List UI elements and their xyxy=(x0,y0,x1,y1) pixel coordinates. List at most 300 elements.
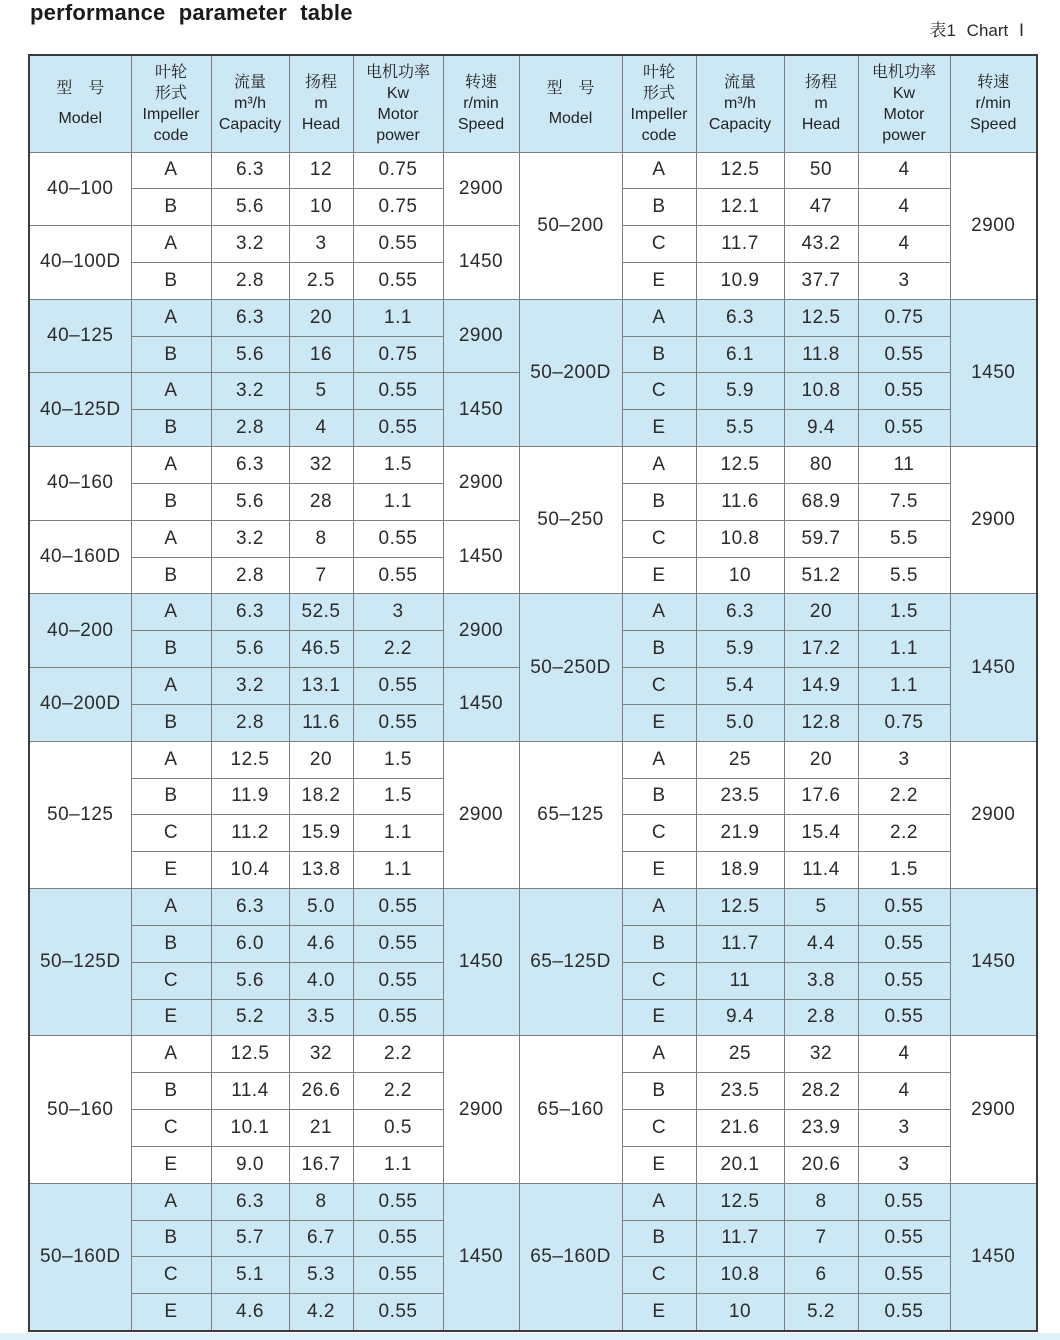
model-cell: 40–100D xyxy=(29,226,131,300)
header-impeller-label: 形式 xyxy=(642,84,675,102)
head-cell: 50 xyxy=(784,152,858,189)
header-head-label: m xyxy=(314,95,328,113)
power-cell: 4 xyxy=(858,1073,950,1110)
capacity-cell: 23.5 xyxy=(696,1073,784,1110)
power-cell: 0.55 xyxy=(858,410,950,447)
table-row xyxy=(29,152,1037,189)
table-caption: 表1 Chart Ⅰ xyxy=(929,21,1024,40)
header-impeller-label: 叶轮 xyxy=(642,63,675,81)
page-title: performance parameter table xyxy=(30,0,353,25)
power-cell: 0.55 xyxy=(353,1294,443,1331)
header-head-label: 扬程 xyxy=(304,74,337,92)
model-cell: 50–125D xyxy=(29,889,131,1036)
capacity-cell: 10.4 xyxy=(211,852,289,889)
impeller-code-cell: E xyxy=(131,852,211,889)
head-cell: 16 xyxy=(289,336,353,373)
capacity-cell: 12.1 xyxy=(696,189,784,226)
impeller-code-cell: A xyxy=(622,889,696,926)
head-cell: 12.8 xyxy=(784,704,858,741)
head-cell: 20 xyxy=(289,741,353,778)
capacity-cell: 5.1 xyxy=(211,1257,289,1294)
head-cell: 5 xyxy=(784,889,858,926)
power-cell: 1.1 xyxy=(858,631,950,668)
head-cell: 28.2 xyxy=(784,1073,858,1110)
model-cell: 40–200D xyxy=(29,668,131,742)
header-capacity-label: Capacity xyxy=(708,116,772,134)
capacity-cell: 2.8 xyxy=(211,262,289,299)
impeller-code-cell: B xyxy=(131,704,211,741)
head-cell: 10.8 xyxy=(784,373,858,410)
head-cell: 2.8 xyxy=(784,999,858,1036)
head-cell: 47 xyxy=(784,189,858,226)
model-cell: 40–200 xyxy=(29,594,131,668)
header-capacity-label: m³/h xyxy=(724,95,756,113)
head-cell: 20 xyxy=(289,299,353,336)
table-row xyxy=(29,1183,1037,1220)
impeller-code-cell: C xyxy=(131,1257,211,1294)
model-cell: 65–160 xyxy=(519,1036,622,1183)
impeller-code-cell: E xyxy=(622,852,696,889)
power-cell: 1.1 xyxy=(353,483,443,520)
header-power-label: Motor xyxy=(377,105,419,123)
power-cell: 0.55 xyxy=(353,668,443,705)
header-impeller-label: 形式 xyxy=(154,84,187,102)
power-cell: 0.55 xyxy=(353,962,443,999)
power-cell: 4 xyxy=(858,1036,950,1073)
impeller-code-cell: A xyxy=(622,1036,696,1073)
impeller-code-cell: B xyxy=(131,631,211,668)
impeller-code-cell: A xyxy=(622,299,696,336)
table-header-row xyxy=(29,55,1037,152)
capacity-cell: 21.9 xyxy=(696,815,784,852)
capacity-cell: 9.4 xyxy=(696,999,784,1036)
capacity-cell: 5.6 xyxy=(211,336,289,373)
power-cell: 0.5 xyxy=(353,1110,443,1147)
capacity-cell: 6.3 xyxy=(211,889,289,926)
impeller-code-cell: B xyxy=(622,1220,696,1257)
head-cell: 32 xyxy=(289,1036,353,1073)
power-cell: 7.5 xyxy=(858,483,950,520)
impeller-code-cell: C xyxy=(622,962,696,999)
head-cell: 20 xyxy=(784,594,858,631)
head-cell: 17.6 xyxy=(784,778,858,815)
header-speed-label: Speed xyxy=(457,116,505,134)
head-cell: 7 xyxy=(784,1220,858,1257)
impeller-code-cell: A xyxy=(131,1036,211,1073)
capacity-cell: 6.1 xyxy=(696,336,784,373)
power-cell: 3 xyxy=(353,594,443,631)
impeller-code-cell: E xyxy=(622,704,696,741)
head-cell: 8 xyxy=(784,1183,858,1220)
head-cell: 5.2 xyxy=(784,1294,858,1331)
power-cell: 1.1 xyxy=(858,668,950,705)
header-impeller-label: code xyxy=(641,126,677,144)
header-speed-cell xyxy=(950,55,1037,152)
capacity-cell: 12.5 xyxy=(211,741,289,778)
capacity-cell: 11.6 xyxy=(696,483,784,520)
head-cell: 37.7 xyxy=(784,262,858,299)
power-cell: 0.55 xyxy=(858,925,950,962)
head-cell: 3.5 xyxy=(289,999,353,1036)
power-cell: 0.55 xyxy=(353,262,443,299)
header-power-cell xyxy=(858,55,950,152)
impeller-code-cell: E xyxy=(131,1146,211,1183)
power-cell: 0.55 xyxy=(858,373,950,410)
power-cell: 5.5 xyxy=(858,557,950,594)
power-cell: 1.5 xyxy=(353,447,443,484)
model-cell: 50–200 xyxy=(519,152,622,299)
power-cell: 0.75 xyxy=(353,336,443,373)
capacity-cell: 10.8 xyxy=(696,1257,784,1294)
power-cell: 0.55 xyxy=(353,226,443,263)
header-model-cell xyxy=(29,55,131,152)
impeller-code-cell: C xyxy=(622,815,696,852)
header-speed-cell xyxy=(443,55,519,152)
head-cell: 43.2 xyxy=(784,226,858,263)
capacity-cell: 6.3 xyxy=(696,594,784,631)
power-cell: 0.55 xyxy=(353,410,443,447)
speed-cell: 1450 xyxy=(443,520,519,594)
speed-cell: 1450 xyxy=(950,594,1037,741)
head-cell: 14.9 xyxy=(784,668,858,705)
power-cell: 0.55 xyxy=(353,1183,443,1220)
model-cell: 50–160D xyxy=(29,1183,131,1330)
head-cell: 2.5 xyxy=(289,262,353,299)
head-cell: 13.8 xyxy=(289,852,353,889)
power-cell: 0.55 xyxy=(353,704,443,741)
header-speed-label: r/min xyxy=(975,95,1012,113)
capacity-cell: 9.0 xyxy=(211,1146,289,1183)
head-cell: 12.5 xyxy=(784,299,858,336)
speed-cell: 2900 xyxy=(443,447,519,521)
impeller-code-cell: A xyxy=(622,594,696,631)
capacity-cell: 5.6 xyxy=(211,962,289,999)
power-cell: 3 xyxy=(858,1146,950,1183)
header-power-label: 电机功率 xyxy=(365,63,430,81)
head-cell: 3 xyxy=(289,226,353,263)
impeller-code-cell: B xyxy=(131,1073,211,1110)
capacity-cell: 3.2 xyxy=(211,668,289,705)
head-cell: 80 xyxy=(784,447,858,484)
head-cell: 15.4 xyxy=(784,815,858,852)
capacity-cell: 25 xyxy=(696,741,784,778)
speed-cell: 2900 xyxy=(443,1036,519,1183)
capacity-cell: 6.3 xyxy=(211,447,289,484)
power-cell: 1.5 xyxy=(858,594,950,631)
capacity-cell: 6.3 xyxy=(211,594,289,631)
header-capacity-label: 流量 xyxy=(233,74,266,92)
power-cell: 2.2 xyxy=(353,1036,443,1073)
head-cell: 17.2 xyxy=(784,631,858,668)
power-cell: 0.55 xyxy=(353,520,443,557)
capacity-cell: 5.9 xyxy=(696,631,784,668)
impeller-code-cell: B xyxy=(131,189,211,226)
capacity-cell: 5.6 xyxy=(211,483,289,520)
head-cell: 10 xyxy=(289,189,353,226)
power-cell: 0.55 xyxy=(858,1294,950,1331)
header-head-label: 扬程 xyxy=(804,74,837,92)
impeller-code-cell: C xyxy=(622,226,696,263)
capacity-cell: 5.9 xyxy=(696,373,784,410)
head-cell: 32 xyxy=(784,1036,858,1073)
impeller-code-cell: B xyxy=(131,483,211,520)
power-cell: 0.55 xyxy=(858,1183,950,1220)
capacity-cell: 5.6 xyxy=(211,189,289,226)
power-cell: 0.55 xyxy=(353,1257,443,1294)
capacity-cell: 6.3 xyxy=(696,299,784,336)
table-row xyxy=(29,299,1037,336)
impeller-code-cell: A xyxy=(131,668,211,705)
impeller-code-cell: B xyxy=(622,925,696,962)
head-cell: 8 xyxy=(289,520,353,557)
power-cell: 2.2 xyxy=(353,631,443,668)
power-cell: 0.55 xyxy=(353,925,443,962)
head-cell: 8 xyxy=(289,1183,353,1220)
head-cell: 6 xyxy=(784,1257,858,1294)
capacity-cell: 2.8 xyxy=(211,557,289,594)
impeller-code-cell: E xyxy=(622,557,696,594)
impeller-code-cell: B xyxy=(131,778,211,815)
power-cell: 1.1 xyxy=(353,815,443,852)
impeller-code-cell: B xyxy=(131,925,211,962)
capacity-cell: 4.6 xyxy=(211,1294,289,1331)
speed-cell: 1450 xyxy=(950,889,1037,1036)
model-cell: 50–250D xyxy=(519,594,622,741)
model-cell: 40–160 xyxy=(29,447,131,521)
header-power-cell xyxy=(353,55,443,152)
capacity-cell: 10 xyxy=(696,557,784,594)
header-power-label: Kw xyxy=(386,84,410,102)
table-row xyxy=(29,889,1037,926)
impeller-code-cell: C xyxy=(622,1257,696,1294)
head-cell: 20.6 xyxy=(784,1146,858,1183)
head-cell: 59.7 xyxy=(784,520,858,557)
impeller-code-cell: E xyxy=(131,999,211,1036)
impeller-code-cell: A xyxy=(131,741,211,778)
capacity-cell: 23.5 xyxy=(696,778,784,815)
header-speed-label: 转速 xyxy=(977,74,1010,92)
model-cell: 50–160 xyxy=(29,1036,131,1183)
power-cell: 0.55 xyxy=(353,1220,443,1257)
impeller-code-cell: B xyxy=(622,1073,696,1110)
header-impeller-cell xyxy=(622,55,696,152)
capacity-cell: 20.1 xyxy=(696,1146,784,1183)
capacity-cell: 11 xyxy=(696,962,784,999)
capacity-cell: 11.7 xyxy=(696,925,784,962)
model-cell: 40–100 xyxy=(29,152,131,226)
impeller-code-cell: C xyxy=(131,815,211,852)
head-cell: 23.9 xyxy=(784,1110,858,1147)
capacity-cell: 12.5 xyxy=(696,447,784,484)
impeller-code-cell: A xyxy=(622,741,696,778)
impeller-code-cell: A xyxy=(131,226,211,263)
speed-cell: 2900 xyxy=(950,447,1037,594)
header-head-label: Head xyxy=(301,116,341,134)
impeller-code-cell: B xyxy=(131,336,211,373)
header-head-label: Head xyxy=(801,116,841,134)
capacity-cell: 5.2 xyxy=(211,999,289,1036)
performance-parameter-table xyxy=(28,54,1038,1332)
head-cell: 68.9 xyxy=(784,483,858,520)
head-cell: 9.4 xyxy=(784,410,858,447)
head-cell: 51.2 xyxy=(784,557,858,594)
capacity-cell: 5.7 xyxy=(211,1220,289,1257)
power-cell: 1.1 xyxy=(353,1146,443,1183)
impeller-code-cell: E xyxy=(622,1146,696,1183)
model-cell: 65–160D xyxy=(519,1183,622,1330)
power-cell: 3 xyxy=(858,741,950,778)
model-cell: 50–125 xyxy=(29,741,131,888)
header-power-label: 电机功率 xyxy=(871,63,936,81)
head-cell: 13.1 xyxy=(289,668,353,705)
impeller-code-cell: C xyxy=(622,668,696,705)
power-cell: 0.75 xyxy=(353,189,443,226)
capacity-cell: 25 xyxy=(696,1036,784,1073)
capacity-cell: 6.3 xyxy=(211,1183,289,1220)
power-cell: 1.1 xyxy=(353,852,443,889)
power-cell: 2.2 xyxy=(858,815,950,852)
power-cell: 0.75 xyxy=(353,152,443,189)
head-cell: 7 xyxy=(289,557,353,594)
head-cell: 20 xyxy=(784,741,858,778)
page-bottom-strip xyxy=(0,1333,1060,1340)
head-cell: 52.5 xyxy=(289,594,353,631)
head-cell: 4.0 xyxy=(289,962,353,999)
head-cell: 21 xyxy=(289,1110,353,1147)
head-cell: 12 xyxy=(289,152,353,189)
capacity-cell: 2.8 xyxy=(211,704,289,741)
power-cell: 4 xyxy=(858,152,950,189)
capacity-cell: 12.5 xyxy=(696,152,784,189)
speed-cell: 1450 xyxy=(443,668,519,742)
power-cell: 0.55 xyxy=(858,962,950,999)
head-cell: 11.8 xyxy=(784,336,858,373)
impeller-code-cell: B xyxy=(131,262,211,299)
capacity-cell: 3.2 xyxy=(211,226,289,263)
impeller-code-cell: C xyxy=(131,1110,211,1147)
capacity-cell: 11.4 xyxy=(211,1073,289,1110)
capacity-cell: 18.9 xyxy=(696,852,784,889)
capacity-cell: 21.6 xyxy=(696,1110,784,1147)
impeller-code-cell: B xyxy=(131,410,211,447)
head-cell: 5.3 xyxy=(289,1257,353,1294)
head-cell: 28 xyxy=(289,483,353,520)
impeller-code-cell: A xyxy=(622,1183,696,1220)
head-cell: 11.4 xyxy=(784,852,858,889)
head-cell: 4.4 xyxy=(784,925,858,962)
head-cell: 16.7 xyxy=(289,1146,353,1183)
speed-cell: 2900 xyxy=(950,1036,1037,1183)
power-cell: 4 xyxy=(858,226,950,263)
speed-cell: 2900 xyxy=(443,594,519,668)
speed-cell: 2900 xyxy=(950,152,1037,299)
impeller-code-cell: A xyxy=(131,447,211,484)
power-cell: 5.5 xyxy=(858,520,950,557)
header-head-cell xyxy=(784,55,858,152)
model-cell: 50–250 xyxy=(519,447,622,594)
power-cell: 0.55 xyxy=(353,557,443,594)
impeller-code-cell: E xyxy=(622,262,696,299)
head-cell: 32 xyxy=(289,447,353,484)
impeller-code-cell: A xyxy=(131,1183,211,1220)
impeller-code-cell: B xyxy=(131,1220,211,1257)
impeller-code-cell: C xyxy=(131,962,211,999)
power-cell: 4 xyxy=(858,189,950,226)
capacity-cell: 11.9 xyxy=(211,778,289,815)
capacity-cell: 6.3 xyxy=(211,152,289,189)
capacity-cell: 5.0 xyxy=(696,704,784,741)
header-speed-label: r/min xyxy=(463,95,499,113)
header-impeller-label: 叶轮 xyxy=(154,63,187,81)
impeller-code-cell: A xyxy=(131,889,211,926)
impeller-code-cell: B xyxy=(622,189,696,226)
capacity-cell: 11.2 xyxy=(211,815,289,852)
header-capacity-label: Capacity xyxy=(218,116,282,134)
power-cell: 0.55 xyxy=(353,889,443,926)
header-power-label: Kw xyxy=(892,84,916,102)
capacity-cell: 10.8 xyxy=(696,520,784,557)
header-capacity-cell xyxy=(211,55,289,152)
head-cell: 18.2 xyxy=(289,778,353,815)
model-cell: 40–160D xyxy=(29,520,131,594)
impeller-code-cell: B xyxy=(622,631,696,668)
speed-cell: 2900 xyxy=(950,741,1037,888)
head-cell: 15.9 xyxy=(289,815,353,852)
header-power-label: Motor xyxy=(883,105,925,123)
capacity-cell: 2.8 xyxy=(211,410,289,447)
capacity-cell: 5.5 xyxy=(696,410,784,447)
capacity-cell: 10.9 xyxy=(696,262,784,299)
impeller-code-cell: C xyxy=(622,1110,696,1147)
impeller-code-cell: A xyxy=(131,520,211,557)
impeller-code-cell: A xyxy=(622,152,696,189)
capacity-cell: 3.2 xyxy=(211,520,289,557)
power-cell: 0.55 xyxy=(858,999,950,1036)
impeller-code-cell: E xyxy=(131,1294,211,1331)
speed-cell: 1450 xyxy=(443,1183,519,1330)
power-cell: 1.5 xyxy=(353,741,443,778)
model-cell: 40–125D xyxy=(29,373,131,447)
head-cell: 3.8 xyxy=(784,962,858,999)
power-cell: 0.75 xyxy=(858,704,950,741)
power-cell: 3 xyxy=(858,1110,950,1147)
power-cell: 0.55 xyxy=(858,1257,950,1294)
table-row xyxy=(29,741,1037,778)
head-cell: 11.6 xyxy=(289,704,353,741)
power-cell: 0.75 xyxy=(858,299,950,336)
capacity-cell: 11.7 xyxy=(696,226,784,263)
capacity-cell: 12.5 xyxy=(696,1183,784,1220)
power-cell: 0.55 xyxy=(858,1220,950,1257)
header-model-cell xyxy=(519,55,622,152)
header-head-label: m xyxy=(814,95,828,113)
header-capacity-cell xyxy=(696,55,784,152)
capacity-cell: 5.6 xyxy=(211,631,289,668)
header-capacity-label: m³/h xyxy=(234,95,266,113)
impeller-code-cell: E xyxy=(622,410,696,447)
head-cell: 6.7 xyxy=(289,1220,353,1257)
capacity-cell: 3.2 xyxy=(211,373,289,410)
header-speed-label: 转速 xyxy=(464,74,497,92)
header-model-label: Model xyxy=(58,109,103,127)
header-power-label: power xyxy=(882,126,926,144)
header-impeller-label: Impeller xyxy=(142,105,200,123)
head-cell: 26.6 xyxy=(289,1073,353,1110)
impeller-code-cell: C xyxy=(622,520,696,557)
speed-cell: 2900 xyxy=(443,741,519,888)
header-power-label: power xyxy=(376,126,420,144)
capacity-cell: 5.4 xyxy=(696,668,784,705)
